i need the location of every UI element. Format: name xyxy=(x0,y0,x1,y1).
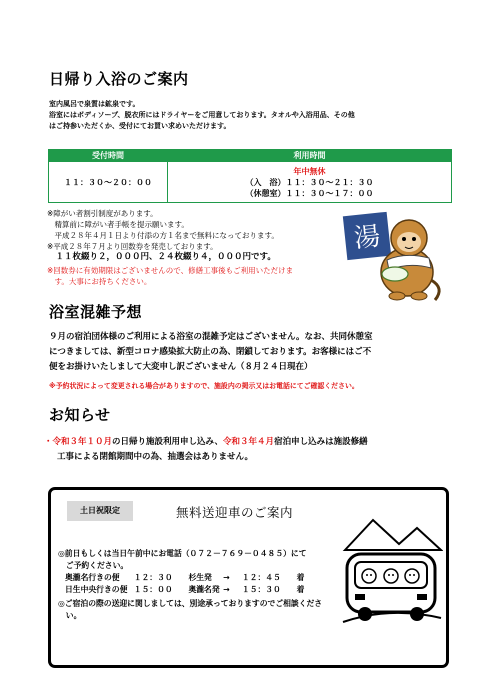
shuttle-line-6: い。 xyxy=(58,611,82,620)
note-line-4: ※平成２８年７月より回数券を発売しております。 xyxy=(47,242,218,251)
notice-line-2: 工事による閉館期間中の為、抽選会はありません。 xyxy=(57,452,254,462)
note-line-3: 平成２８年４月１日より付添の方１名まで無料になっております。 xyxy=(47,231,279,240)
day-bath-intro-1: 室内風呂で泉質は鉱泉です。 xyxy=(49,100,140,108)
day-bath-title: 日帰り入浴のご案内 xyxy=(49,70,189,88)
congestion-note: ※予約状況によって変更される場合がありますので、施設内の掲示又はお電話にてご確認ください。 xyxy=(49,382,359,390)
row1-arrive-time: １２：４５ xyxy=(241,573,281,582)
shuttle-row-2 xyxy=(65,584,304,595)
row1-destination: 奥瀧名行きの便 xyxy=(65,573,120,582)
use-time xyxy=(168,162,452,203)
day-bath-intro-2: 浴室にはボディソープ、脱衣所にはドライヤーをご用意しております。タオルや入浴用品、その他 xyxy=(49,111,355,119)
hours-table xyxy=(48,149,452,203)
reception-time-value: １１：３０～２０：００ xyxy=(64,177,152,187)
row2-arrow: → xyxy=(223,585,230,594)
shuttle-line-5: ◎ご宿泊の際の送迎に関しましては、別途承っておりますのでご相談くださ xyxy=(58,599,323,608)
congestion-title: 浴室混雑予想 xyxy=(49,303,143,321)
notice-date-1: 令和３年１０月 xyxy=(52,437,113,447)
mountain-icon xyxy=(345,520,441,550)
weekend-only-badge: 土日祝限定 xyxy=(67,501,133,521)
row1-depart-time: １２：３０ xyxy=(133,573,173,582)
notice-text-1: の日帰り施設利用申し込み、 xyxy=(112,437,224,447)
congestion-body-1: ９月の宿泊団体様のご利用による浴室の混雑予定はございません。なお、共同休憩室 xyxy=(49,332,373,342)
congestion-body-2: につきましては、新型コロナ感染拡大防止の為、閉鎖しております。お客様にはご不 xyxy=(49,347,372,357)
no-holiday-label: 年中無休 xyxy=(293,166,326,176)
notice-date-2: 令和３年４月 xyxy=(223,437,275,447)
ticket-prices: １１枚綴り２，０００円、２４枚綴り４，０００円です。 xyxy=(47,252,276,262)
bath-sign-text: 湯 xyxy=(352,221,382,255)
shuttle-title: 無料送迎車のご案内 xyxy=(176,505,294,520)
row2-end: 着 xyxy=(296,585,305,594)
shuttle-bus-illustration xyxy=(337,514,443,632)
row2-depart-time: １５：００ xyxy=(133,585,173,594)
congestion-body-3: 便をお掛けいたしまして大変申し訳ございません（８月２４日現在） xyxy=(49,362,313,372)
day-bath-intro-3: はご持参いただくか、受付にてお買い求めいただけます。 xyxy=(49,122,231,130)
notice-line-1 xyxy=(44,435,368,447)
row2-destination: 日生中央行きの便 xyxy=(65,585,128,594)
ticket-note-2: す。大事にお持ちください。 xyxy=(47,277,152,286)
note-line-2: 精算前に障がい者手帳を提示願います。 xyxy=(47,220,189,229)
row1-station: 杉生発 xyxy=(188,573,212,582)
row1-arrow: → xyxy=(223,573,230,582)
reception-time xyxy=(49,162,168,203)
rest-room-hours: （休憩室）１１：３０～１７：００ xyxy=(245,188,374,198)
row1-end: 着 xyxy=(296,573,305,582)
notice-title: お知らせ xyxy=(49,406,111,424)
bath-hours: （入 浴）１１：３０～２１：３０ xyxy=(245,177,374,187)
shuttle-line-1: ◎前日もしくは当日午前中にお電話（０７２－７６９－０４８５）にて xyxy=(58,549,307,558)
bath-monkey-illustration xyxy=(339,208,451,304)
reception-header: 受付時間 xyxy=(49,150,168,162)
row2-station: 奥瀧名発 xyxy=(188,585,220,594)
shuttle-row-1 xyxy=(65,572,304,583)
shuttle-line-2: ご予約ください。 xyxy=(58,561,129,570)
notice-bullet: ・ xyxy=(44,437,53,447)
notice-text-2: 宿泊申し込みは施設修繕 xyxy=(274,437,368,447)
ticket-note-1: ※回数券に有効期限はございませんので、修繕工事後もご利用いただけま xyxy=(47,266,294,275)
use-header: 利用時間 xyxy=(168,150,452,162)
shuttle-box xyxy=(48,487,449,668)
note-line-1: ※障がい者割引制度があります。 xyxy=(47,209,158,218)
row2-arrive-time: １５：３０ xyxy=(241,585,281,594)
